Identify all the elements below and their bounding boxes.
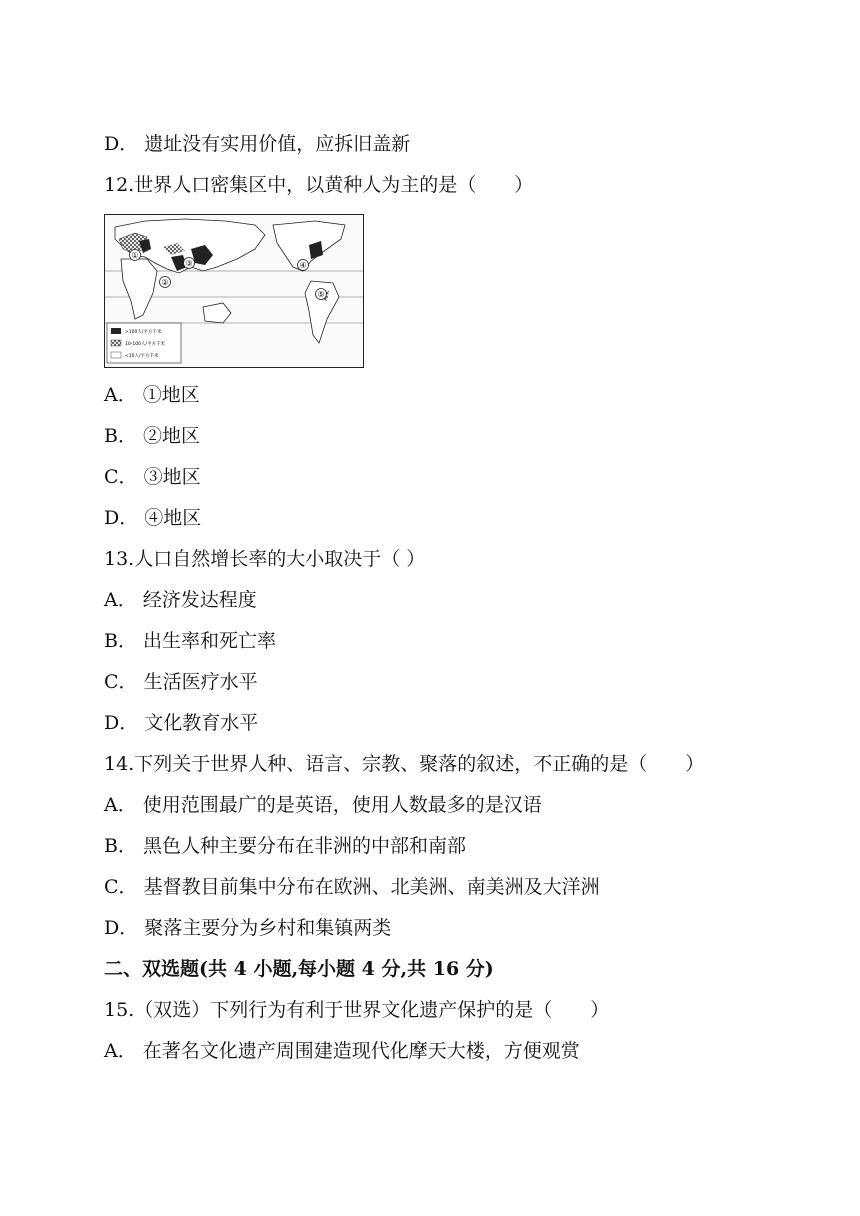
- q12-stem: 12.世界人口密集区中，以黄种人为主的是（ ）: [104, 174, 534, 196]
- legend-medium-density: 10-100人/平方千米: [125, 342, 165, 347]
- q13-stem: 13.人口自然增长率的大小取决于（ ）: [104, 548, 426, 570]
- q11-option-d: D． 遗址没有实用价值，应拆旧盖新: [104, 133, 411, 155]
- map-marker-1: ①: [131, 251, 139, 260]
- africa-shape: [121, 259, 157, 319]
- q14-option-a: A． 使用范围最广的是英语，使用人数最多的是汉语: [104, 794, 542, 816]
- legend-low-density: <10人/平方千米: [125, 354, 159, 359]
- q14-option-c: C． 基督教目前集中分布在欧洲、北美洲、南美洲及大洋洲: [104, 876, 600, 898]
- q12-option-b: B． ②地区: [104, 425, 201, 447]
- map-marker-3: ③: [185, 259, 193, 268]
- map-marker-4: ④: [299, 261, 307, 270]
- q13-option-c: C． 生活医疗水平: [104, 671, 258, 693]
- q15-stem: 15.（双选）下列行为有利于世界文化遗产保护的是（ ）: [104, 999, 610, 1021]
- q15-option-a: A． 在著名文化遗产周围建造现代化摩天大楼，方便观赏: [104, 1040, 580, 1062]
- north-america-shape: [273, 221, 345, 271]
- q12-option-c: C． ③地区: [104, 466, 201, 488]
- australia-shape: [203, 303, 231, 323]
- map-legend: [107, 323, 181, 363]
- q14-stem: 14.下列关于世界人种、语言、宗教、聚落的叙述，不正确的是（ ）: [104, 753, 705, 775]
- q12-option-d: D． ④地区: [104, 507, 202, 529]
- section-heading-double-choice: 二、双选题(共 4 小题,每小题 4 分,共 16 分): [104, 958, 494, 980]
- q13-option-d: D． 文化教育水平: [104, 712, 259, 734]
- map-marker-2: ②: [161, 278, 169, 287]
- q14-option-b: B． 黑色人种主要分布在非洲的中部和南部: [104, 835, 467, 857]
- population-density-map: [104, 214, 364, 368]
- q13-option-a: A． 经济发达程度: [104, 589, 257, 611]
- legend-high-density: >100人/平方千米: [125, 330, 162, 335]
- q14-option-d: D． 聚落主要分为乡村和集镇两类: [104, 917, 392, 939]
- q12-option-a: A． ①地区: [104, 384, 200, 406]
- map-marker-5: ⑤: [317, 290, 325, 299]
- q13-option-b: B． 出生率和死亡率: [104, 630, 277, 652]
